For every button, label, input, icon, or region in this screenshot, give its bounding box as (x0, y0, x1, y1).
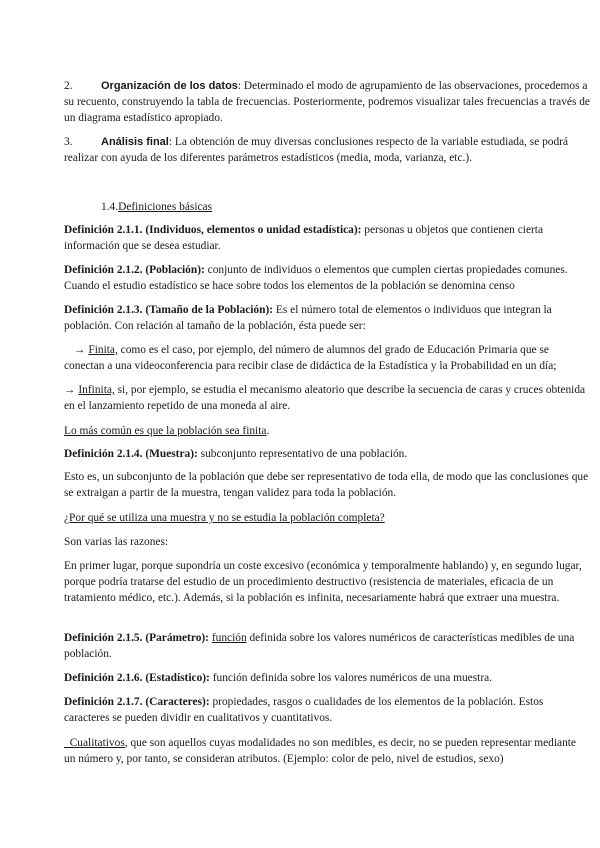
definition-parametro (64, 630, 590, 662)
definition-label: Definición 2.1.4. (Muestra): (64, 448, 198, 460)
finita-text: como es el caso, por ejemplo, del número de alumnos del grado de Educación Primaria que se conectan a una videoconferencia para recibir clase de didáctica de la Estadística y la Probabilidad en un día; (64, 344, 557, 372)
term-cualitativos: Cualitativos (64, 737, 125, 749)
comun-underlined: Lo más común es que la población sea finita (64, 425, 267, 437)
razones-intro: Son varias las razones: (64, 536, 169, 548)
definition-tamano-poblacion (64, 302, 590, 334)
definition-label: Definición 2.1.2. (Población): (64, 264, 205, 276)
definition-text: función definida sobre los valores numéricos de una muestra. (209, 672, 493, 684)
list-number: 2. (64, 80, 73, 92)
cualitativos-paragraph (64, 735, 590, 767)
definition-text: propiedades, rasgos o cualidades de los elementos de la población. Estos caracteres se pueden dividir en cualitativos y cuantitativos. (64, 696, 544, 724)
muestra-paragraph: Esto es, un subconjunto de la población que debe ser representativo de toda ella, de modo que las conclusiones que se extraigan a partir de la muestra, tengan validez para toda la población. (64, 471, 589, 499)
definition-label: Definición 2.1.6. (Estadístico): (64, 672, 210, 684)
definition-label: Definición 2.1.3. (Tamaño de la Población): (64, 304, 274, 316)
definition-label: Definición 2.1.1. (Individuos, elementos o unidad estadística): (64, 224, 362, 236)
arrow-icon: → (74, 344, 86, 356)
definition-caracteres (64, 694, 590, 726)
definition-estadistico (64, 670, 590, 686)
list-item-title: Análisis final (101, 136, 169, 148)
question-heading (64, 510, 590, 526)
razones-paragraph: En primer lugar, porque supondría un coste excesivo (económica y temporalmente hablando) y, en segundo lugar, porque podría tratarse del estudio de un procedimiento destructivo (resistencia de materiales, eficacia de un tratamiento médico, etc.). Además, si la población es infinita, necesariamente habrá que extraer una muestra. (64, 560, 582, 604)
infinita-text: si, por ejemplo, se estudia el mecanismo aleatorio que describe la secuencia de caras y cruces obtenida en el lanzamiento repetido de una moneda al aire. (64, 384, 586, 412)
list-item-organizacion (64, 78, 590, 126)
arrow-icon: → (64, 384, 76, 396)
section-heading (101, 199, 501, 215)
definition-text: conjunto de individuos o elementos que cumplen ciertas propiedades comunes. Cuando el estudio estadístico se hace sobre todos los elementos de la población se denomina censo (64, 264, 568, 292)
comun-finita (64, 423, 590, 439)
poblacion-finita (64, 342, 590, 374)
term-funcion: función (211, 632, 247, 644)
section-number: 1.4. (101, 201, 119, 213)
term-infinita: Infinita, (78, 384, 115, 396)
definition-individuos (64, 222, 590, 254)
question-text: ¿Por qué se utiliza una muestra y no se estudia la población completa? (64, 512, 385, 524)
list-item-text: : La obtención de muy diversas conclusiones respecto de la variable estudiada, se podrá realizar con ayuda de los diferentes parámetros estadísticos (media, moda, varianza, etc.). (64, 136, 569, 164)
list-item-text: : Determinado el modo de agrupamiento de las observaciones, procedemos a su recuento, construyendo la tabla de frecuencias. Posteriormente, podremos visualizar tales frecuencias a través de un diagrama estadístico apropiado. (64, 80, 590, 124)
term-finita: Finita, (88, 344, 118, 356)
cualitativos-text: , que son aquellos cuyas modalidades no son medibles, es decir, no se pueden representar mediante un número y, por tanto, se consideran atributos. (Ejemplo: color de pelo, nivel de estudios, sexo) (64, 737, 576, 765)
list-item-title: Organización de los datos (101, 80, 238, 92)
definition-text: definida sobre los valores numéricos de características medibles de una población. (64, 632, 575, 660)
section-title: Definiciones básicas (118, 201, 213, 213)
definition-text: subconjunto representativo de una población. (197, 448, 408, 460)
definition-label: Definición 2.1.7. (Caracteres): (64, 696, 210, 708)
poblacion-infinita (64, 382, 590, 414)
definition-text: Es el número total de elementos o individuos que integran la población. Con relación al tamaño de la población, ésta puede ser: (64, 304, 552, 332)
list-number: 3. (64, 136, 73, 148)
comun-end: . (266, 425, 270, 437)
definition-poblacion (64, 262, 590, 294)
list-item-analisis (64, 134, 590, 166)
definition-label: Definición 2.1.5. (Parámetro): (64, 632, 209, 644)
definition-text: personas u objetos que contienen cierta información que se desea estudiar. (64, 224, 544, 252)
definition-muestra (64, 446, 590, 462)
